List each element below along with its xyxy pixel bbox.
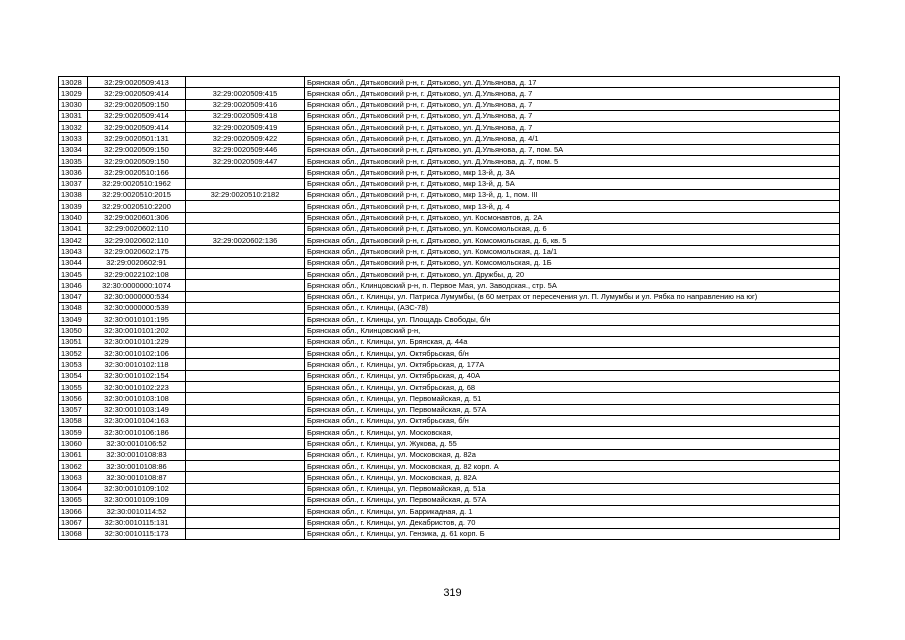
address-cell: Брянская обл., Дятьковский р-н, г. Дятьково, ул. Д.Ульянова, д. 7 (305, 99, 840, 110)
cadastral-number-cell: 32:29:0020602:110 (88, 223, 186, 234)
related-cadastral-number-cell (186, 483, 305, 494)
table-row (59, 449, 840, 460)
property-table (58, 76, 840, 540)
address-cell: Брянская обл., г. Клинцы, ул. Первомайская, д. 57А (305, 494, 840, 505)
row-number-cell: 13041 (59, 223, 88, 234)
related-cadastral-number-cell (186, 280, 305, 291)
table-row (59, 415, 840, 426)
related-cadastral-number-cell: 32:29:0020509:422 (186, 133, 305, 144)
related-cadastral-number-cell (186, 325, 305, 336)
address-cell: Брянская обл., Дятьковский р-н, г. Дятьково, ул. Комсомольская, д. 6, кв. 5 (305, 235, 840, 246)
related-cadastral-number-cell: 32:29:0020509:416 (186, 99, 305, 110)
address-cell: Брянская обл., г. Клинцы, ул. Октябрьская, б/н (305, 348, 840, 359)
table-row (59, 133, 840, 144)
cadastral-number-cell: 32:29:0022102:108 (88, 269, 186, 280)
row-number-cell: 13043 (59, 246, 88, 257)
cadastral-number-cell: 32:29:0020509:414 (88, 110, 186, 121)
cadastral-number-cell: 32:29:0020509:414 (88, 122, 186, 133)
row-number-cell: 13054 (59, 370, 88, 381)
table-row (59, 348, 840, 359)
address-cell: Брянская обл., г. Клинцы, ул. Декабристов, д. 70 (305, 517, 840, 528)
cadastral-number-cell: 32:30:0010104:163 (88, 415, 186, 426)
address-cell: Брянская обл., г. Клинцы, ул. Московская, (305, 427, 840, 438)
row-number-cell: 13059 (59, 427, 88, 438)
table-row (59, 280, 840, 291)
table-row (59, 291, 840, 302)
related-cadastral-number-cell (186, 370, 305, 381)
row-number-cell: 13066 (59, 506, 88, 517)
table-row (59, 506, 840, 517)
cadastral-number-cell: 32:29:0020509:150 (88, 99, 186, 110)
cadastral-number-cell: 32:30:0010101:229 (88, 336, 186, 347)
table-row (59, 269, 840, 280)
row-number-cell: 13049 (59, 314, 88, 325)
row-number-cell: 13068 (59, 528, 88, 539)
cadastral-number-cell: 32:30:0000000:1074 (88, 280, 186, 291)
table-row (59, 144, 840, 155)
address-cell: Брянская обл., Дятьковский р-н, г. Дятьково, мкр 13-й, д. 3А (305, 167, 840, 178)
address-cell: Брянская обл., г. Клинцы, ул. Октябрьская, д. 68 (305, 382, 840, 393)
table-row (59, 382, 840, 393)
address-cell: Брянская обл., г. Клинцы, ул. Патриса Лумумбы, (в 60 метрах от пересечения ул. П. Лумумбы и ул. Рябка по направлению на юг) (305, 291, 840, 302)
related-cadastral-number-cell: 32:29:0020509:446 (186, 144, 305, 155)
address-cell: Брянская обл., г. Клинцы, ул. Октябрьская, б/н (305, 415, 840, 426)
row-number-cell: 13060 (59, 438, 88, 449)
row-number-cell: 13039 (59, 201, 88, 212)
table-row (59, 370, 840, 381)
related-cadastral-number-cell: 32:29:0020509:418 (186, 110, 305, 121)
cadastral-number-cell: 32:30:0010106:186 (88, 427, 186, 438)
address-cell: Брянская обл., г. Клинцы, ул. Первомайская, д. 51 (305, 393, 840, 404)
table-row (59, 88, 840, 99)
table-row (59, 427, 840, 438)
cadastral-number-cell: 32:30:0010102:223 (88, 382, 186, 393)
table-row (59, 122, 840, 133)
row-number-cell: 13030 (59, 99, 88, 110)
cadastral-number-cell: 32:30:0010102:118 (88, 359, 186, 370)
row-number-cell: 13044 (59, 257, 88, 268)
related-cadastral-number-cell (186, 246, 305, 257)
row-number-cell: 13034 (59, 144, 88, 155)
related-cadastral-number-cell (186, 167, 305, 178)
related-cadastral-number-cell (186, 449, 305, 460)
row-number-cell: 13046 (59, 280, 88, 291)
row-number-cell: 13029 (59, 88, 88, 99)
related-cadastral-number-cell (186, 415, 305, 426)
table-row (59, 212, 840, 223)
address-cell: Брянская обл., Дятьковский р-н, г. Дятьково, мкр 13-й, д. 4 (305, 201, 840, 212)
row-number-cell: 13065 (59, 494, 88, 505)
address-cell: Брянская обл., Клинцовский р-н, п. Первое Мая, ул. Заводская., стр. 5А (305, 280, 840, 291)
cadastral-number-cell: 32:30:0010102:154 (88, 370, 186, 381)
address-cell: Брянская обл., Дятьковский р-н, г. Дятьково, ул. Д.Ульянова, д. 7, пом. 5 (305, 156, 840, 167)
related-cadastral-number-cell (186, 472, 305, 483)
table-row (59, 201, 840, 212)
row-number-cell: 13056 (59, 393, 88, 404)
address-cell: Брянская обл., Клинцовский р-н, (305, 325, 840, 336)
cadastral-number-cell: 32:29:0020509:150 (88, 144, 186, 155)
related-cadastral-number-cell (186, 178, 305, 189)
cadastral-number-cell: 32:30:0010108:86 (88, 461, 186, 472)
table-row (59, 336, 840, 347)
cadastral-number-cell: 32:29:0020510:2015 (88, 189, 186, 200)
address-cell: Брянская обл., Дятьковский р-н, г. Дятьково, ул. Комсомольская, д. 1а/1 (305, 246, 840, 257)
row-number-cell: 13051 (59, 336, 88, 347)
related-cadastral-number-cell (186, 336, 305, 347)
table-row (59, 77, 840, 88)
address-cell: Брянская обл., г. Клинцы, ул. Брянская, д. 44а (305, 336, 840, 347)
address-cell: Брянская обл., г. Клинцы, ул. Первомайская, д. 57А (305, 404, 840, 415)
address-cell: Брянская обл., г. Клинцы, ул. Октябрьская, д. 40А (305, 370, 840, 381)
related-cadastral-number-cell (186, 269, 305, 280)
table-row (59, 494, 840, 505)
table-row (59, 393, 840, 404)
related-cadastral-number-cell (186, 427, 305, 438)
table-row (59, 325, 840, 336)
table-row (59, 472, 840, 483)
table-row (59, 223, 840, 234)
cadastral-number-cell: 32:30:0010109:109 (88, 494, 186, 505)
cadastral-number-cell: 32:30:0000000:534 (88, 291, 186, 302)
table-row (59, 359, 840, 370)
address-cell: Брянская обл., Дятьковский р-н, г. Дятьково, ул. Д.Ульянова, д. 17 (305, 77, 840, 88)
cadastral-number-cell: 32:29:0020602:91 (88, 257, 186, 268)
row-number-cell: 13032 (59, 122, 88, 133)
address-cell: Брянская обл., Дятьковский р-н, г. Дятьково, ул. Д.Ульянова, д. 7 (305, 122, 840, 133)
address-cell: Брянская обл., Дятьковский р-н, г. Дятьково, ул. Д.Ульянова, д. 7 (305, 110, 840, 121)
row-number-cell: 13055 (59, 382, 88, 393)
related-cadastral-number-cell (186, 528, 305, 539)
address-cell: Брянская обл., г. Клинцы, ул. Жукова, д. 55 (305, 438, 840, 449)
cadastral-number-cell: 32:30:0010103:108 (88, 393, 186, 404)
row-number-cell: 13061 (59, 449, 88, 460)
row-number-cell: 13031 (59, 110, 88, 121)
row-number-cell: 13045 (59, 269, 88, 280)
row-number-cell: 13064 (59, 483, 88, 494)
related-cadastral-number-cell (186, 494, 305, 505)
address-cell: Брянская обл., г. Клинцы, (АЗС-78) (305, 302, 840, 313)
table-row (59, 483, 840, 494)
table-row (59, 461, 840, 472)
row-number-cell: 13042 (59, 235, 88, 246)
row-number-cell: 13037 (59, 178, 88, 189)
address-cell: Брянская обл., г. Клинцы, ул. Октябрьская, д. 177А (305, 359, 840, 370)
table-row (59, 257, 840, 268)
related-cadastral-number-cell (186, 257, 305, 268)
related-cadastral-number-cell (186, 201, 305, 212)
address-cell: Брянская обл., г. Клинцы, ул. Московская, д. 82А (305, 472, 840, 483)
related-cadastral-number-cell (186, 393, 305, 404)
cadastral-number-cell: 32:29:0020510:166 (88, 167, 186, 178)
cadastral-number-cell: 32:29:0020602:110 (88, 235, 186, 246)
cadastral-number-cell: 32:30:0010101:195 (88, 314, 186, 325)
cadastral-number-cell: 32:29:0020510:1962 (88, 178, 186, 189)
row-number-cell: 13058 (59, 415, 88, 426)
address-cell: Брянская обл., Дятьковский р-н, г. Дятьково, ул. Дружбы, д. 20 (305, 269, 840, 280)
row-number-cell: 13028 (59, 77, 88, 88)
row-number-cell: 13067 (59, 517, 88, 528)
table-row (59, 517, 840, 528)
property-table-body (59, 77, 840, 540)
row-number-cell: 13040 (59, 212, 88, 223)
page-number: 319 (443, 587, 462, 599)
related-cadastral-number-cell (186, 517, 305, 528)
related-cadastral-number-cell (186, 359, 305, 370)
row-number-cell: 13062 (59, 461, 88, 472)
related-cadastral-number-cell: 32:29:0020509:415 (186, 88, 305, 99)
row-number-cell: 13063 (59, 472, 88, 483)
table-row (59, 235, 840, 246)
address-cell: Брянская обл., Дятьковский р-н, г. Дятьково, мкр 13-й, д. 5А (305, 178, 840, 189)
cadastral-number-cell: 32:30:0010115:131 (88, 517, 186, 528)
address-cell: Брянская обл., Дятьковский р-н, г. Дятьково, ул. Комсомольская, д. 1Б (305, 257, 840, 268)
cadastral-number-cell: 32:29:0020501:131 (88, 133, 186, 144)
related-cadastral-number-cell (186, 461, 305, 472)
related-cadastral-number-cell (186, 382, 305, 393)
related-cadastral-number-cell (186, 302, 305, 313)
row-number-cell: 13053 (59, 359, 88, 370)
related-cadastral-number-cell (186, 438, 305, 449)
row-number-cell: 13035 (59, 156, 88, 167)
address-cell: Брянская обл., г. Клинцы, ул. Гензика, д. 61 корп. Б (305, 528, 840, 539)
row-number-cell: 13036 (59, 167, 88, 178)
row-number-cell: 13038 (59, 189, 88, 200)
cadastral-number-cell: 32:30:0010108:87 (88, 472, 186, 483)
address-cell: Брянская обл., Дятьковский р-н, г. Дятьково, ул. Д.Ульянова, д. 4/1 (305, 133, 840, 144)
table-row (59, 189, 840, 200)
cadastral-number-cell: 32:29:0020509:414 (88, 88, 186, 99)
cadastral-number-cell: 32:30:0000000:539 (88, 302, 186, 313)
cadastral-number-cell: 32:30:0010109:102 (88, 483, 186, 494)
table-row (59, 404, 840, 415)
cadastral-number-cell: 32:30:0010106:52 (88, 438, 186, 449)
related-cadastral-number-cell (186, 506, 305, 517)
row-number-cell: 13047 (59, 291, 88, 302)
table-row (59, 178, 840, 189)
address-cell: Брянская обл., г. Клинцы, ул. Площадь Свободы, б/н (305, 314, 840, 325)
cadastral-number-cell: 32:29:0020509:150 (88, 156, 186, 167)
related-cadastral-number-cell (186, 314, 305, 325)
table-row (59, 246, 840, 257)
table-row (59, 99, 840, 110)
related-cadastral-number-cell (186, 404, 305, 415)
table-row (59, 438, 840, 449)
cadastral-number-cell: 32:29:0020509:413 (88, 77, 186, 88)
table-row (59, 110, 840, 121)
related-cadastral-number-cell (186, 212, 305, 223)
table-row (59, 314, 840, 325)
cadastral-number-cell: 32:30:0010114:52 (88, 506, 186, 517)
cadastral-number-cell: 32:30:0010108:83 (88, 449, 186, 460)
cadastral-number-cell: 32:29:0020510:2200 (88, 201, 186, 212)
address-cell: Брянская обл., г. Клинцы, ул. Московская, д. 82а (305, 449, 840, 460)
row-number-cell: 13057 (59, 404, 88, 415)
row-number-cell: 13048 (59, 302, 88, 313)
address-cell: Брянская обл., Дятьковский р-н, г. Дятьково, ул. Комсомольская, д. 6 (305, 223, 840, 234)
related-cadastral-number-cell (186, 348, 305, 359)
address-cell: Брянская обл., г. Клинцы, ул. Первомайская, д. 51а (305, 483, 840, 494)
related-cadastral-number-cell: 32:29:0020509:419 (186, 122, 305, 133)
address-cell: Брянская обл., Дятьковский р-н, г. Дятьково, ул. Д.Ульянова, д. 7 (305, 88, 840, 99)
row-number-cell: 13050 (59, 325, 88, 336)
cadastral-number-cell: 32:30:0010102:106 (88, 348, 186, 359)
address-cell: Брянская обл., Дятьковский р-н, г. Дятьково, ул. Космонавтов, д. 2А (305, 212, 840, 223)
table-row (59, 167, 840, 178)
table-row (59, 302, 840, 313)
related-cadastral-number-cell (186, 223, 305, 234)
related-cadastral-number-cell (186, 291, 305, 302)
table-row (59, 528, 840, 539)
cadastral-number-cell: 32:29:0020601:306 (88, 212, 186, 223)
address-cell: Брянская обл., Дятьковский р-н, г. Дятьково, ул. Д.Ульянова, д. 7, пом. 5А (305, 144, 840, 155)
related-cadastral-number-cell: 32:29:0020509:447 (186, 156, 305, 167)
row-number-cell: 13052 (59, 348, 88, 359)
address-cell: Брянская обл., Дятьковский р-н, г. Дятьково, мкр 13-й, д. 1, пом. III (305, 189, 840, 200)
row-number-cell: 13033 (59, 133, 88, 144)
cadastral-number-cell: 32:30:0010101:202 (88, 325, 186, 336)
cadastral-number-cell: 32:30:0010115:173 (88, 528, 186, 539)
cadastral-number-cell: 32:29:0020602:175 (88, 246, 186, 257)
table-row (59, 156, 840, 167)
cadastral-number-cell: 32:30:0010103:149 (88, 404, 186, 415)
address-cell: Брянская обл., г. Клинцы, ул. Московская, д. 82 корп. А (305, 461, 840, 472)
related-cadastral-number-cell: 32:29:0020602:136 (186, 235, 305, 246)
address-cell: Брянская обл., г. Клинцы, ул. Баррикадная, д. 1 (305, 506, 840, 517)
related-cadastral-number-cell (186, 77, 305, 88)
related-cadastral-number-cell: 32:29:0020510:2182 (186, 189, 305, 200)
